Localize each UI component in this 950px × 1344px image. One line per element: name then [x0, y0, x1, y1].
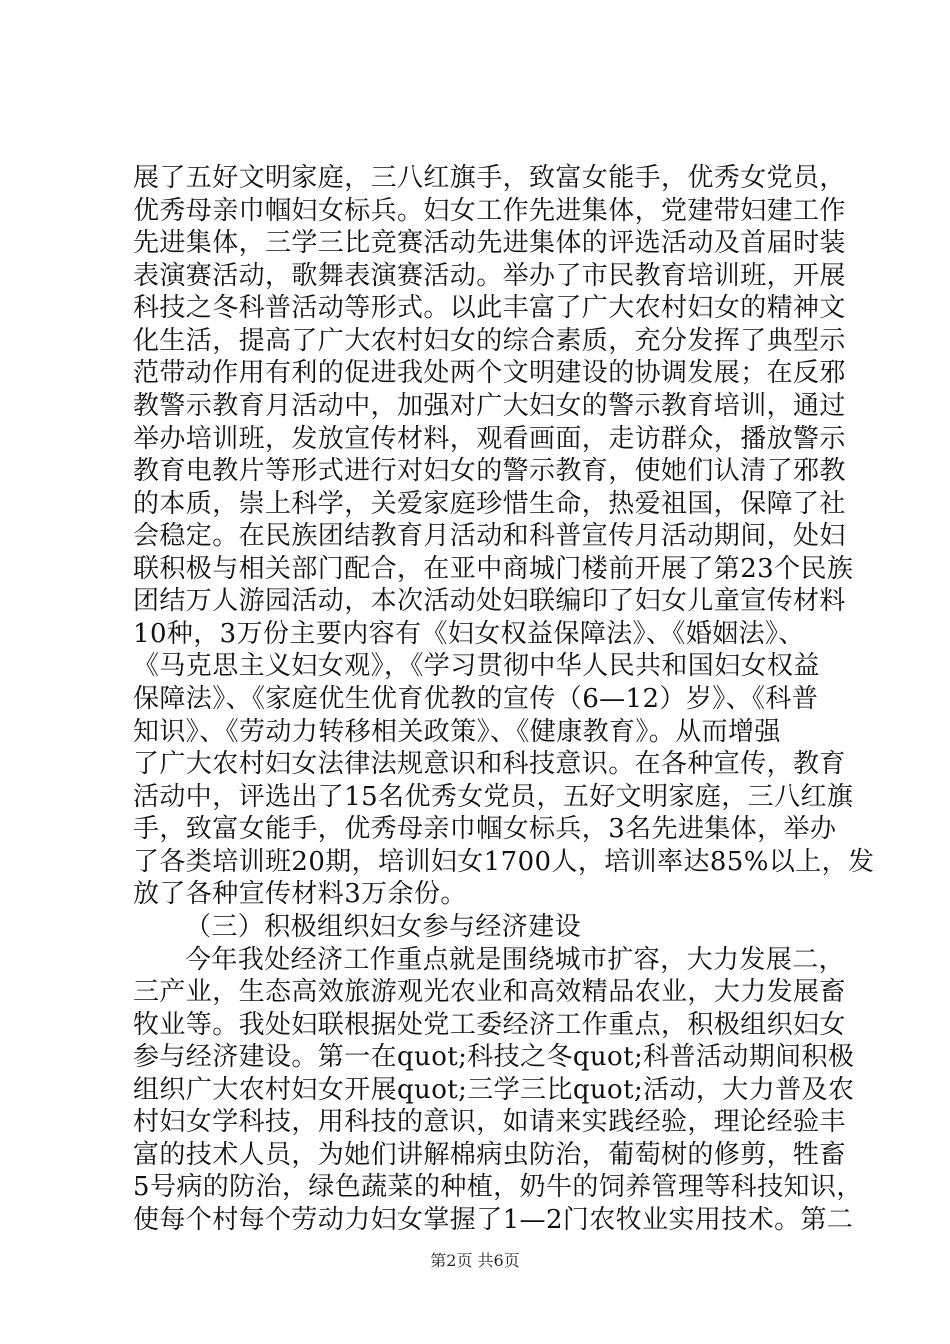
text-line: 举办培训班，发放宣传材料，观看画面，走访群众，播放警示	[133, 423, 846, 454]
paragraph-first-line: 今年我处经济工作重点就是围绕城市扩容，大力发展二，	[185, 944, 846, 975]
text-line: 范带动作用有利的促进我处两个文明建设的协调发展；在反邪	[133, 358, 846, 389]
text-line: 组织广大农村妇女开展quot;三学三比quot;活动，大力普及农	[133, 1074, 855, 1105]
text-line: 教警示教育月活动中，加强对广大妇女的警示教育培训，通过	[133, 390, 846, 421]
text-line: 《马克思主义妇女观》，《学习贯彻中华人民共和国妇女权益	[133, 651, 820, 682]
text-line: 科技之冬科普活动等形式。以此丰富了广大农村妇女的精神文	[133, 293, 846, 324]
text-line: 手，致富女能手，优秀母亲巾帼女标兵，3名先进集体，举办	[133, 814, 837, 845]
section-heading: （三）积极组织妇女参与经济建设	[185, 911, 582, 942]
text-line: 5号病的防治，绿色蔬菜的种植，奶牛的饲养管理等科技知识，	[133, 1172, 863, 1203]
page-footer: 第2页 共6页	[430, 1251, 520, 1270]
text-line: 化生活，提高了广大农村妇女的综合素质，充分发挥了典型示	[133, 325, 846, 356]
text-line: 三产业，生态高效旅游观光农业和高效精品农业，大力发展畜	[133, 977, 846, 1008]
text-line: 了各类培训班20期，培训妇女1700人，培训率达85%以上，发	[133, 846, 875, 877]
text-line: 表演赛活动，歌舞表演赛活动。举办了市民教育培训班，开展	[133, 260, 846, 291]
text-line: 团结万人游园活动，本次活动处妇联编印了妇女儿童宣传材料	[133, 586, 846, 617]
text-line: 放了各种宣传材料3万余份。	[133, 879, 467, 910]
text-line: 参与经济建设。第一在quot;科技之冬quot;科普活动期间积极	[133, 1042, 855, 1073]
text-line: 的本质，崇上科学，关爱家庭珍惜生命，热爱祖国，保障了社	[133, 488, 846, 519]
text-line: 教育电教片等形式进行对妇女的警示教育，使她们认清了邪教	[133, 456, 846, 487]
text-line: 会稳定。在民族团结教育月活动和科普宣传月活动期间，处妇	[133, 521, 846, 552]
text-line: 保障法》、《家庭优生优育优教的宣传（6—12）岁》、《科普	[133, 684, 819, 714]
text-line: 富的技术人员，为她们讲解棉病虫防治，葡萄树的修剪，牲畜	[133, 1139, 846, 1170]
text-line: 牧业等。我处妇联根据处党工委经济工作重点，积极组织妇女	[133, 1009, 846, 1040]
text-line: 知识》、《劳动力转移相关政策》、《健康教育》。从而增强	[133, 716, 781, 747]
text-line: 了广大农村妇女法律法规意识和科技意识。在各种宣传，教育	[133, 749, 846, 780]
text-line: 展了五好文明家庭，三八红旗手，致富女能手，优秀女党员，	[133, 163, 846, 193]
text-line: 10种，3万份主要内容有《妇女权益保障法》、《婚姻法》、	[133, 618, 805, 649]
text-line: 使每个村每个劳动力妇女掌握了1—2门农牧业实用技术。第二	[133, 1205, 854, 1235]
text-line: 活动中，评选出了15名优秀女党员，五好文明家庭，三八红旗	[133, 781, 854, 812]
text-line: 联积极与相关部门配合，在亚中商城门楼前开展了第23个民族	[133, 553, 854, 584]
text-line: 先进集体，三学三比竞赛活动先进集体的评选活动及首届时装	[133, 228, 846, 259]
text-line: 村妇女学科技，用科技的意识，如请来实践经验，理论经验丰	[133, 1107, 846, 1138]
text-line: 优秀母亲巾帼妇女标兵。妇女工作先进集体，党建带妇建工作	[133, 195, 846, 226]
